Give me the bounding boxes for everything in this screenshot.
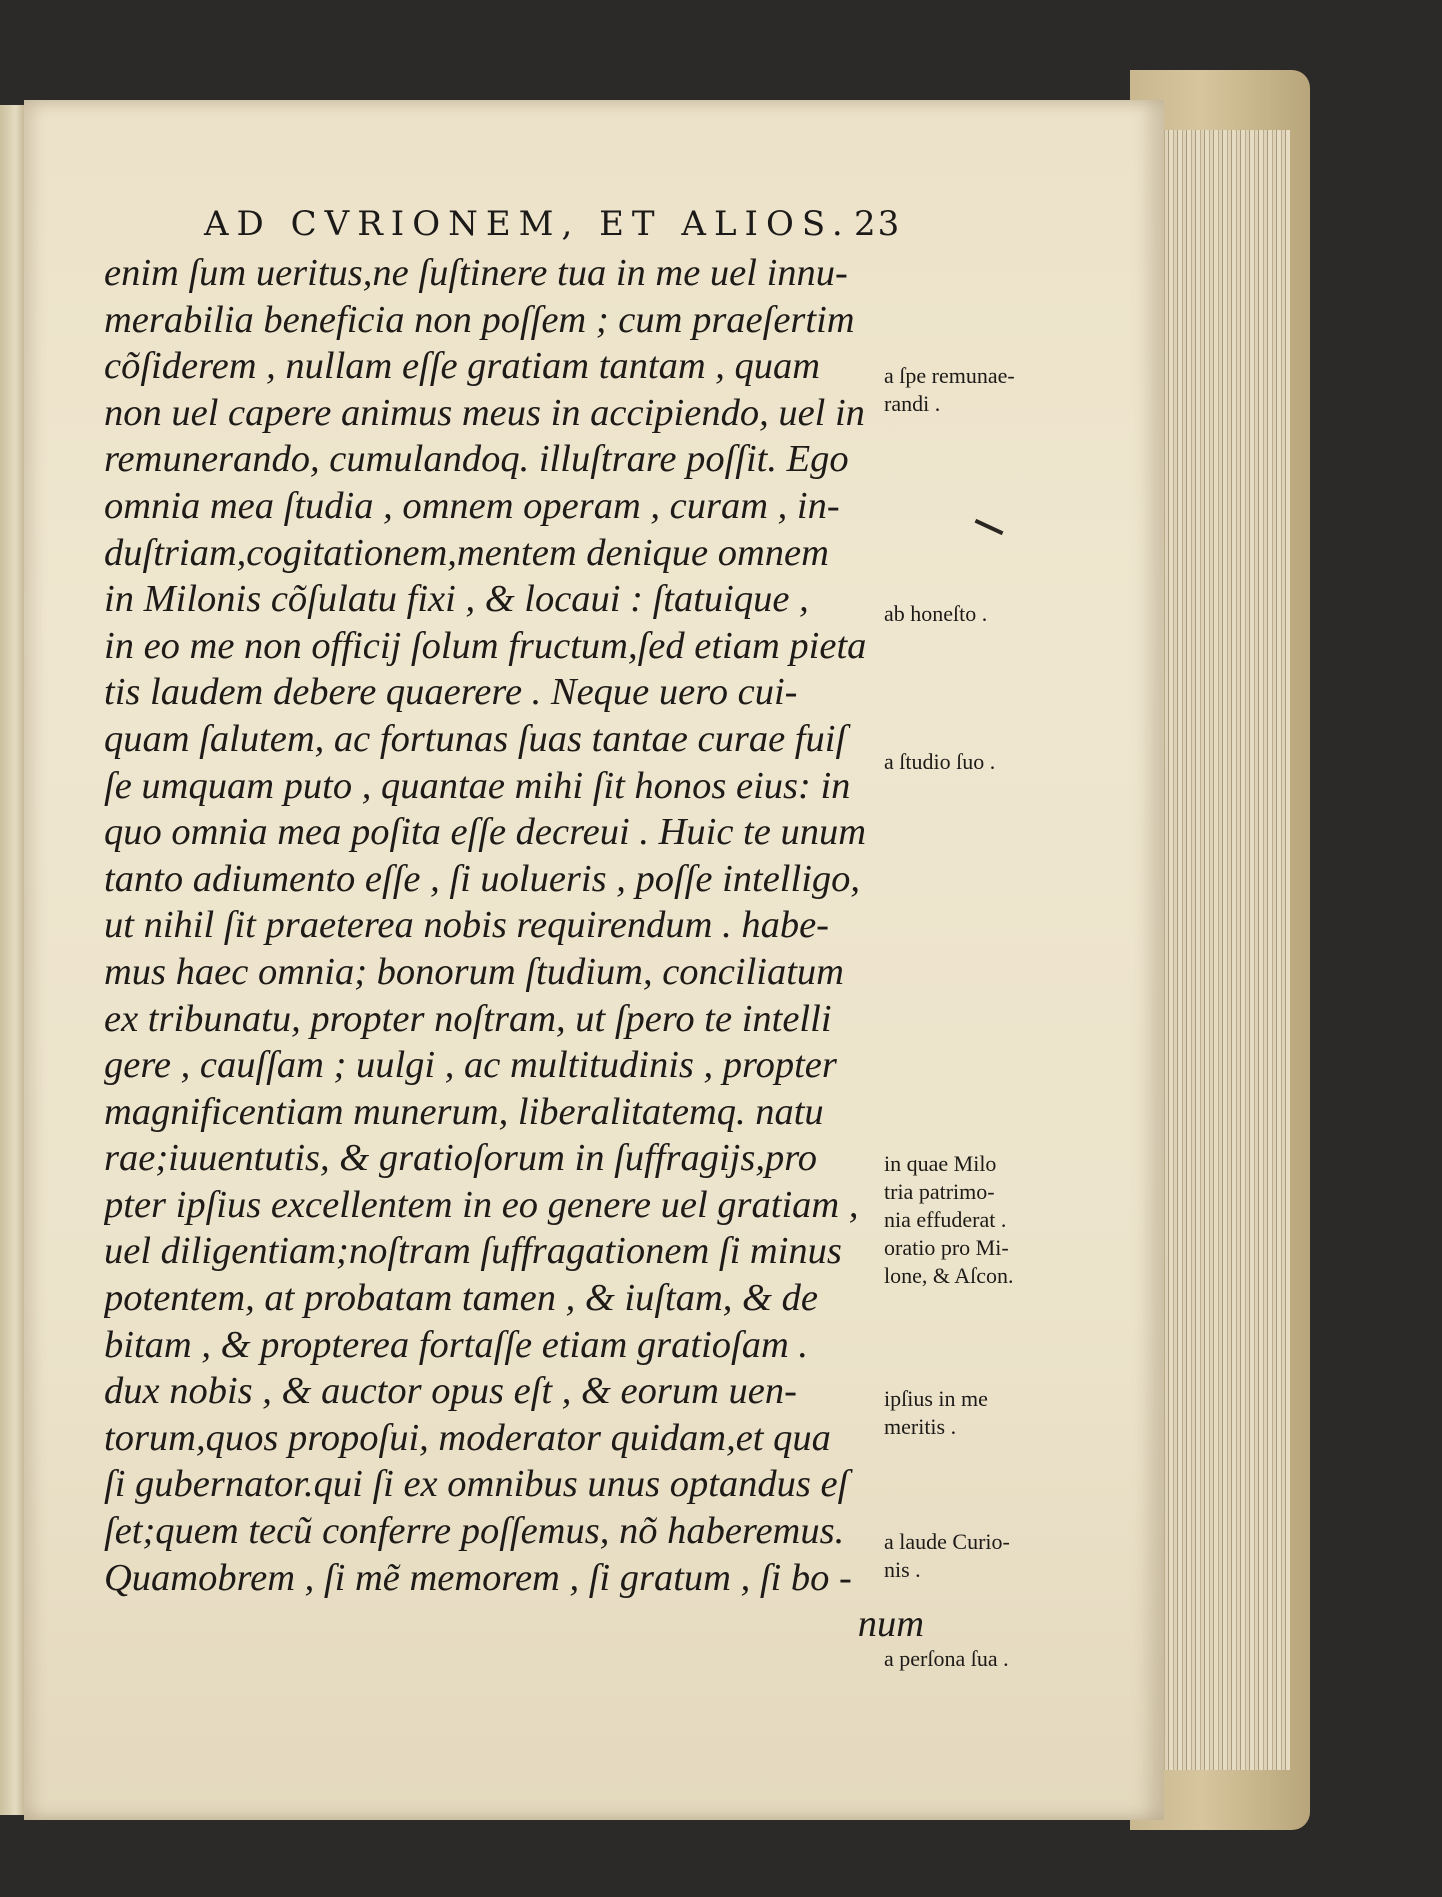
- text-line: cõſiderem , nullam eſſe gratiam tantam , quam: [104, 345, 821, 388]
- ink-mark: [975, 519, 1004, 535]
- book-page: [24, 100, 1164, 1820]
- text-line: potentem, at probatam tamen , & iuſtam, & de: [104, 1277, 818, 1320]
- marginal-note-line: nis .: [884, 1557, 921, 1582]
- marginal-note-line: a laude Curio-: [884, 1529, 1010, 1554]
- marginal-note: [884, 1645, 1094, 1673]
- text-line: torum,quos propoſui, moderator quidam,et qua: [104, 1416, 831, 1459]
- text-line: pter ipſius excellentem in eo genere uel gratiam ,: [104, 1183, 859, 1226]
- text-line: enim ſum ueritus,ne ſuſtinere tua in me uel innu-: [104, 252, 848, 294]
- text-line: in eo me non officij ſolum fructum,ſed etiam pieta: [104, 624, 867, 667]
- text-line: ex tribunatu, propter noſtram, ut ſpero te intelli: [104, 997, 832, 1040]
- marginal-note-line: a perſona ſua .: [884, 1646, 1009, 1671]
- text-line: rae;iuuentutis, & gratioſorum in ſuffragijs,pro: [104, 1137, 818, 1180]
- marginal-note-line: meritis .: [884, 1414, 957, 1439]
- text-line: in Milonis cõſulatu fixi , & locaui : ſtatuique ,: [104, 578, 809, 621]
- text-line: quam ſalutem, ac fortunas ſuas tantae curae fuiſ: [104, 717, 847, 760]
- marginal-note-line: ipſius in me: [884, 1386, 988, 1411]
- page-number: 23: [854, 204, 902, 244]
- text-line: ſi gubernator.qui ſi ex omnibus unus optandus eſ: [104, 1463, 849, 1506]
- text-line: Quamobrem , ſi mẽ memorem , ſi gratum , ſi bo -: [104, 1556, 852, 1599]
- text-line: duſtriam,cogitationem,mentem denique omnem: [104, 531, 829, 574]
- body-text: [104, 250, 934, 1648]
- text-line: mus haec omnia; bonorum ſtudium, conciliatum: [104, 950, 844, 993]
- text-line: uel diligentiam;noſtram ſuffragationem ſi minus: [104, 1230, 842, 1273]
- marginal-note: [884, 362, 1094, 418]
- text-line: merabilia beneficia non poſſem ; cum praeſertim: [104, 298, 855, 341]
- text-line: non uel capere animus meus in accipiendo, uel in: [104, 391, 865, 434]
- text-line: magnificentiam munerum, liberalitatemq. natu: [104, 1090, 824, 1133]
- marginal-note-line: in quae Milo: [884, 1151, 997, 1176]
- marginal-note: [884, 1385, 1094, 1441]
- facing-page-edge: [0, 105, 26, 1815]
- marginal-note-line: randi .: [884, 391, 941, 416]
- text-line: gere , cauſſam ; uulgi , ac multitudinis , propter: [104, 1044, 837, 1087]
- marginal-note-line: ab honeſto .: [884, 601, 988, 626]
- catchword: num: [857, 1603, 924, 1646]
- text-line: quo omnia mea poſita eſſe decreui . Huic te unum: [104, 811, 866, 854]
- marginal-note-line: a ſtudio ſuo .: [884, 749, 996, 774]
- marginal-note-line: nia effuderat .: [884, 1207, 1007, 1232]
- text-line: ſe umquam puto , quantae mihi ſit honos eius: in: [104, 764, 851, 807]
- text-line: ut nihil ſit praeterea nobis requirendum . habe-: [104, 904, 829, 947]
- running-header: [204, 204, 944, 244]
- text-line: tis laudem debere quaerere . Neque uero cui-: [104, 671, 798, 714]
- marginal-note: [884, 600, 1094, 628]
- text-line: tanto adiumento eſſe , ſi uolueris , poſſe intelligo,: [104, 857, 861, 900]
- marginal-note: [884, 748, 1094, 776]
- marginal-note-line: tria patrimo-: [884, 1179, 995, 1204]
- marginal-note-line: oratio pro Mi-: [884, 1235, 1009, 1260]
- marginal-note-line: a ſpe remunae-: [884, 363, 1015, 388]
- text-line: dux nobis , & auctor opus eſt , & eorum uen-: [104, 1370, 797, 1413]
- text-line: ſet;quem tecũ conferre poſſemus, nõ haberemus.: [104, 1510, 845, 1553]
- marginal-note: [884, 1150, 1094, 1290]
- page-edges: [1160, 130, 1290, 1770]
- marginal-note-line: lone, & Aſcon.: [884, 1263, 1014, 1288]
- header-title: AD CVRIONEM, ET ALIOS.: [204, 204, 851, 244]
- text-line: omnia mea ſtudia , omnem operam , curam , in-: [104, 484, 840, 527]
- text-line: remunerando, cumulandoq. illuſtrare poſſit. Ego: [104, 438, 849, 481]
- marginal-note: [884, 1528, 1094, 1584]
- text-line: bitam , & propterea fortaſſe etiam gratioſam .: [104, 1323, 809, 1366]
